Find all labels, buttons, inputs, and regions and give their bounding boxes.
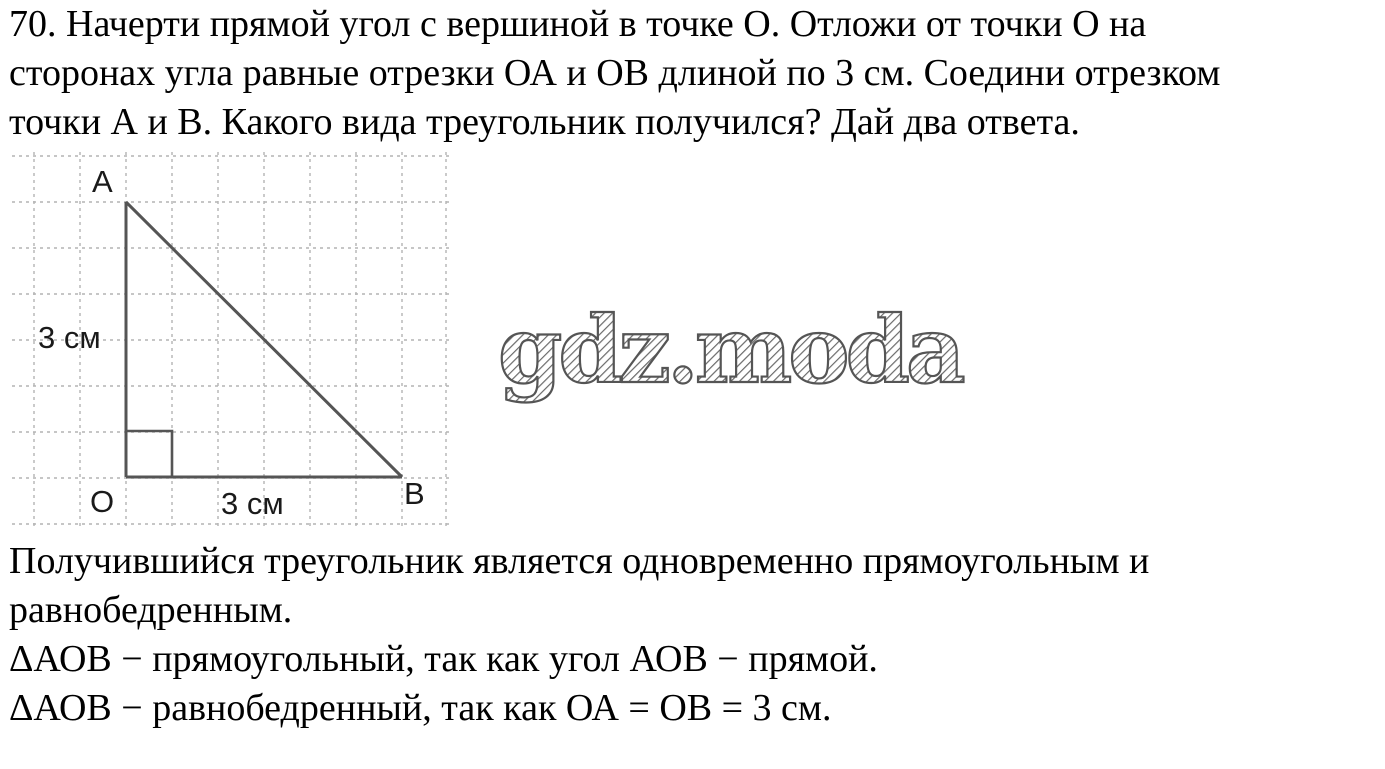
answer-line-1: Получившийся треугольник является одновременно прямоугольным и — [9, 540, 1150, 582]
point-b-label: B — [404, 476, 425, 511]
point-a-label: A — [92, 164, 113, 199]
point-o-label: O — [90, 484, 115, 519]
side-oa-length-label: 3 см — [38, 320, 101, 355]
task-line-3: точки А и В. Какого вида треугольник получился? Дай два ответа. — [9, 101, 1080, 143]
triangle-drawing — [0, 140, 470, 540]
side-ob-length-label: 3 см — [221, 486, 284, 521]
triangle-figure — [0, 140, 470, 545]
watermark-drawing — [494, 296, 962, 412]
task-line-1: 70. Начерти прямой угол с вершиной в точке О. Отложи от точки О на — [9, 3, 1147, 45]
answer-line-3: ΔАОВ − прямоугольный, так как угол АОВ − прямой. — [9, 638, 878, 680]
watermark-logo — [494, 296, 962, 417]
answer-line-4: ΔАОВ − равнобедренный, так как ОА = ОВ = 3 см. — [9, 687, 832, 729]
right-angle-mark — [126, 431, 172, 477]
watermark-text: gdz.moda — [498, 296, 962, 404]
answer-line-2: равнобедренным. — [9, 589, 293, 631]
task-line-2: сторонах угла равные отрезки ОА и ОВ длиной по 3 см. Соедини отрезком — [9, 52, 1221, 94]
